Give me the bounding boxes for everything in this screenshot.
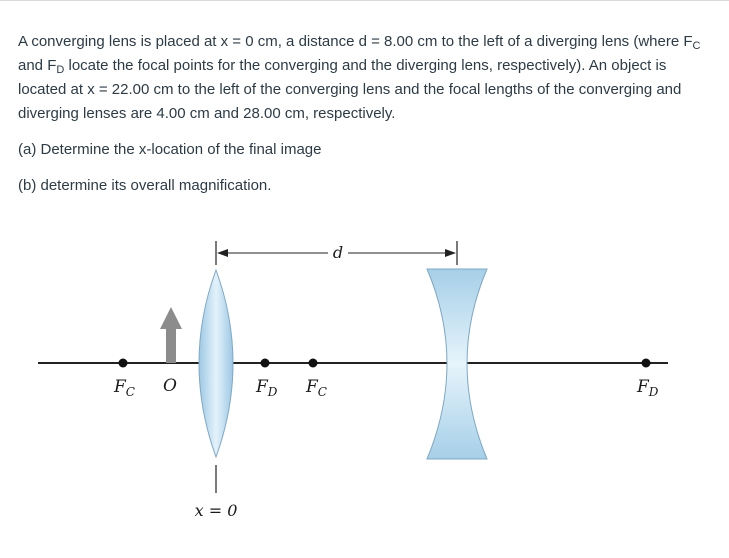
focal-label-fc-right: $F_C$ <box>306 377 327 399</box>
d-left-arrowhead <box>217 249 228 257</box>
focal-label-fd-right: $F_D$ <box>637 377 659 399</box>
intro-subscript-c: C <box>692 40 701 52</box>
d-right-arrowhead <box>445 249 456 257</box>
problem-intro <box>18 30 718 126</box>
top-divider <box>0 0 729 1</box>
distance-label: d <box>332 243 344 262</box>
converging-lens <box>199 270 233 457</box>
origin-label: x = 0 <box>194 501 238 520</box>
focal-label-fd-left: $F_D$ <box>256 377 278 399</box>
question-part-a: (a) Determine the x-location of the final image <box>18 141 322 158</box>
intro-text-1: A converging lens is placed at x = 0 cm, a distance d = 8.00 cm to the left of a diverging lens (where F <box>18 33 693 50</box>
object-label: O <box>163 376 177 396</box>
object-arrow-shaft <box>166 328 176 363</box>
lens-diagram-svg <box>0 225 729 535</box>
question-part-b: (b) determine its overall magnification. <box>18 177 272 194</box>
intro-text-3: locate the focal points for the converging and the diverging lens, respectively). An object is located at x = 22.00 cm to the left of the converging lens and the focal lengths of the converging and diverging lenses are 4.00 cm and 28.00 cm, respectively. <box>18 57 682 122</box>
focal-label-fc-left: $F_C$ <box>114 377 135 399</box>
problem-statement <box>18 30 718 198</box>
lens-diagram <box>0 225 729 535</box>
focal-point-fc-left <box>119 359 128 368</box>
object-arrow-head <box>160 307 182 329</box>
intro-subscript-d: D <box>56 64 65 76</box>
focal-point-fc-right <box>309 359 318 368</box>
focal-point-fd-right <box>642 359 651 368</box>
focal-point-fd-left <box>261 359 270 368</box>
intro-text-2: and F <box>18 57 57 74</box>
